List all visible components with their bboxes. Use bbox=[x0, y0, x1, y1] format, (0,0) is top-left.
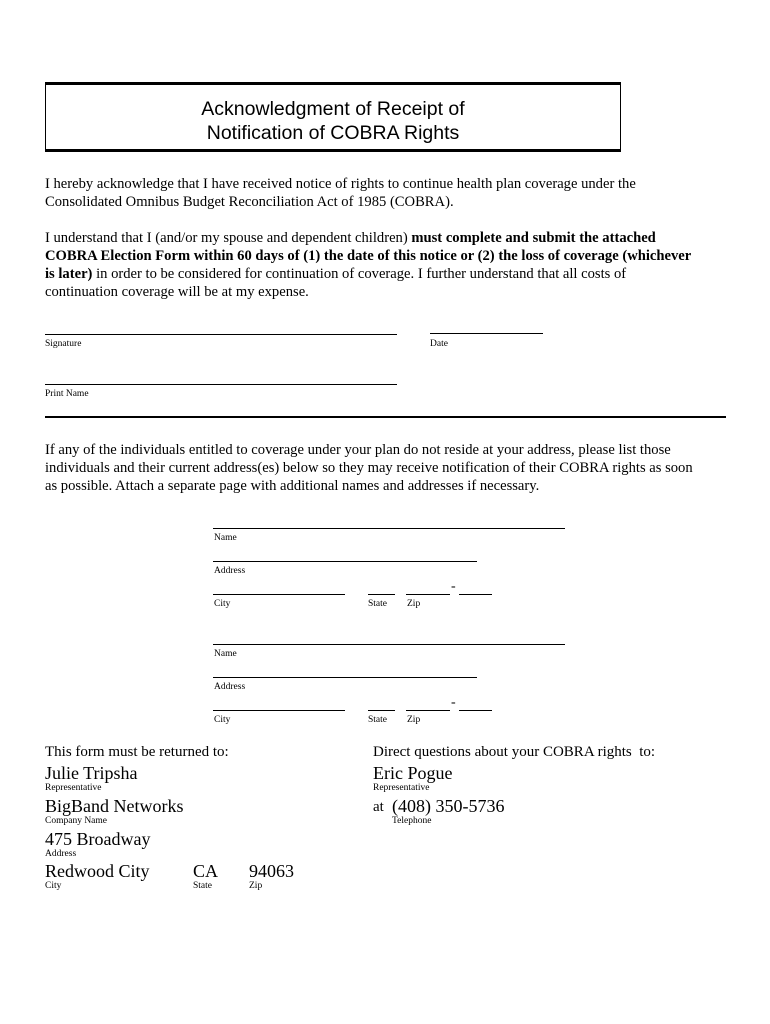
dependent-state-line[interactable] bbox=[368, 710, 395, 711]
zip-dash: - bbox=[451, 579, 456, 594]
signature-label: Signature bbox=[45, 339, 82, 349]
dependent-zip-line[interactable] bbox=[406, 710, 450, 711]
dependent-zip-ext-line[interactable] bbox=[459, 710, 492, 711]
paragraph-line: individuals and their current address(es) below so they may receive notification of their COBRA rights as soon bbox=[45, 460, 693, 476]
signature-line[interactable] bbox=[45, 334, 397, 335]
dependent-state-label: State bbox=[368, 715, 387, 725]
questions-heading: Direct questions about your COBRA rights to: bbox=[373, 744, 656, 760]
return-city: Redwood City bbox=[45, 861, 150, 881]
return-address-label: Address bbox=[45, 849, 77, 859]
dependent-state-label: State bbox=[368, 599, 387, 609]
title-line-1: Acknowledgment of Receipt of bbox=[201, 98, 465, 120]
section-divider bbox=[45, 416, 726, 418]
return-zip: 94063 bbox=[249, 861, 294, 881]
dependent-address-line[interactable] bbox=[213, 677, 477, 678]
title-box bbox=[45, 82, 621, 152]
paragraph-line bbox=[45, 247, 735, 265]
title-line-2: Notification of COBRA Rights bbox=[206, 122, 460, 144]
dependent-address-label: Address bbox=[214, 566, 246, 576]
paragraph-bold-text: COBRA Election Form within 60 days of (1) the date of this notice or (2) the loss of coverage (whichever bbox=[45, 248, 692, 264]
print-name-line[interactable] bbox=[45, 384, 397, 385]
dependent-city-label: City bbox=[214, 599, 231, 609]
paragraph-text: in order to be considered for continuation of coverage. I further understand that all costs of bbox=[92, 266, 627, 282]
questions-representative-label: Representative bbox=[373, 783, 430, 793]
return-city-label: City bbox=[45, 881, 62, 891]
paragraph-bold-text: is later) bbox=[45, 266, 93, 282]
understanding-paragraph bbox=[45, 229, 735, 301]
questions-telephone-label: Telephone bbox=[392, 816, 432, 826]
return-address: 475 Broadway bbox=[45, 829, 151, 849]
dependents-paragraph bbox=[45, 441, 735, 495]
paragraph-line bbox=[45, 229, 735, 247]
zip-dash: - bbox=[451, 695, 456, 710]
dependent-name-label: Name bbox=[214, 649, 237, 659]
dependent-name-line[interactable] bbox=[213, 644, 565, 645]
dependent-state-line[interactable] bbox=[368, 594, 395, 595]
paragraph-line: I hereby acknowledge that I have received notice of rights to continue health plan coverage under the bbox=[45, 176, 636, 192]
dependent-address-line[interactable] bbox=[213, 561, 477, 562]
date-label: Date bbox=[430, 339, 448, 349]
return-to-heading: This form must be returned to: bbox=[45, 744, 229, 760]
dependent-city-line[interactable] bbox=[213, 594, 345, 595]
return-representative-label: Representative bbox=[45, 783, 102, 793]
print-name-label: Print Name bbox=[45, 389, 89, 399]
return-representative-name: Julie Tripsha bbox=[45, 763, 138, 783]
dependent-zip-ext-line[interactable] bbox=[459, 594, 492, 595]
paragraph-line: If any of the individuals entitled to coverage under your plan do not reside at your address, please list those bbox=[45, 442, 671, 458]
dependent-city-line[interactable] bbox=[213, 710, 345, 711]
return-state-label: State bbox=[193, 881, 212, 891]
questions-representative-name: Eric Pogue bbox=[373, 763, 453, 783]
return-company-label: Company Name bbox=[45, 816, 108, 826]
dependent-name-label: Name bbox=[214, 533, 237, 543]
paragraph-line: Consolidated Omnibus Budget Reconciliation Act of 1985 (COBRA). bbox=[45, 194, 454, 210]
return-zip-label: Zip bbox=[249, 881, 263, 891]
questions-telephone[interactable]: (408) 350-5736 bbox=[392, 796, 505, 816]
dependent-name-line[interactable] bbox=[213, 528, 565, 529]
dependent-city-label: City bbox=[214, 715, 231, 725]
dependent-zip-label: Zip bbox=[407, 715, 421, 725]
paragraph-bold-text: must complete and submit the attached bbox=[411, 230, 656, 246]
questions-at-label: at bbox=[373, 799, 384, 815]
dependent-block bbox=[213, 528, 573, 618]
paragraph-text: I understand that I (and/or my spouse and dependent children) bbox=[45, 230, 412, 246]
dependent-block bbox=[213, 644, 573, 734]
acknowledgment-paragraph bbox=[45, 175, 735, 211]
dependent-zip-label: Zip bbox=[407, 599, 421, 609]
paragraph-line bbox=[45, 265, 735, 283]
return-state: CA bbox=[193, 861, 219, 881]
return-company-name: BigBand Networks bbox=[45, 796, 184, 816]
dependent-address-label: Address bbox=[214, 682, 246, 692]
date-line[interactable] bbox=[430, 333, 543, 334]
paragraph-line: continuation coverage will be at my expense. bbox=[45, 284, 309, 300]
paragraph-line: as possible. Attach a separate page with additional names and addresses if necessary. bbox=[45, 478, 540, 494]
dependent-zip-line[interactable] bbox=[406, 594, 450, 595]
